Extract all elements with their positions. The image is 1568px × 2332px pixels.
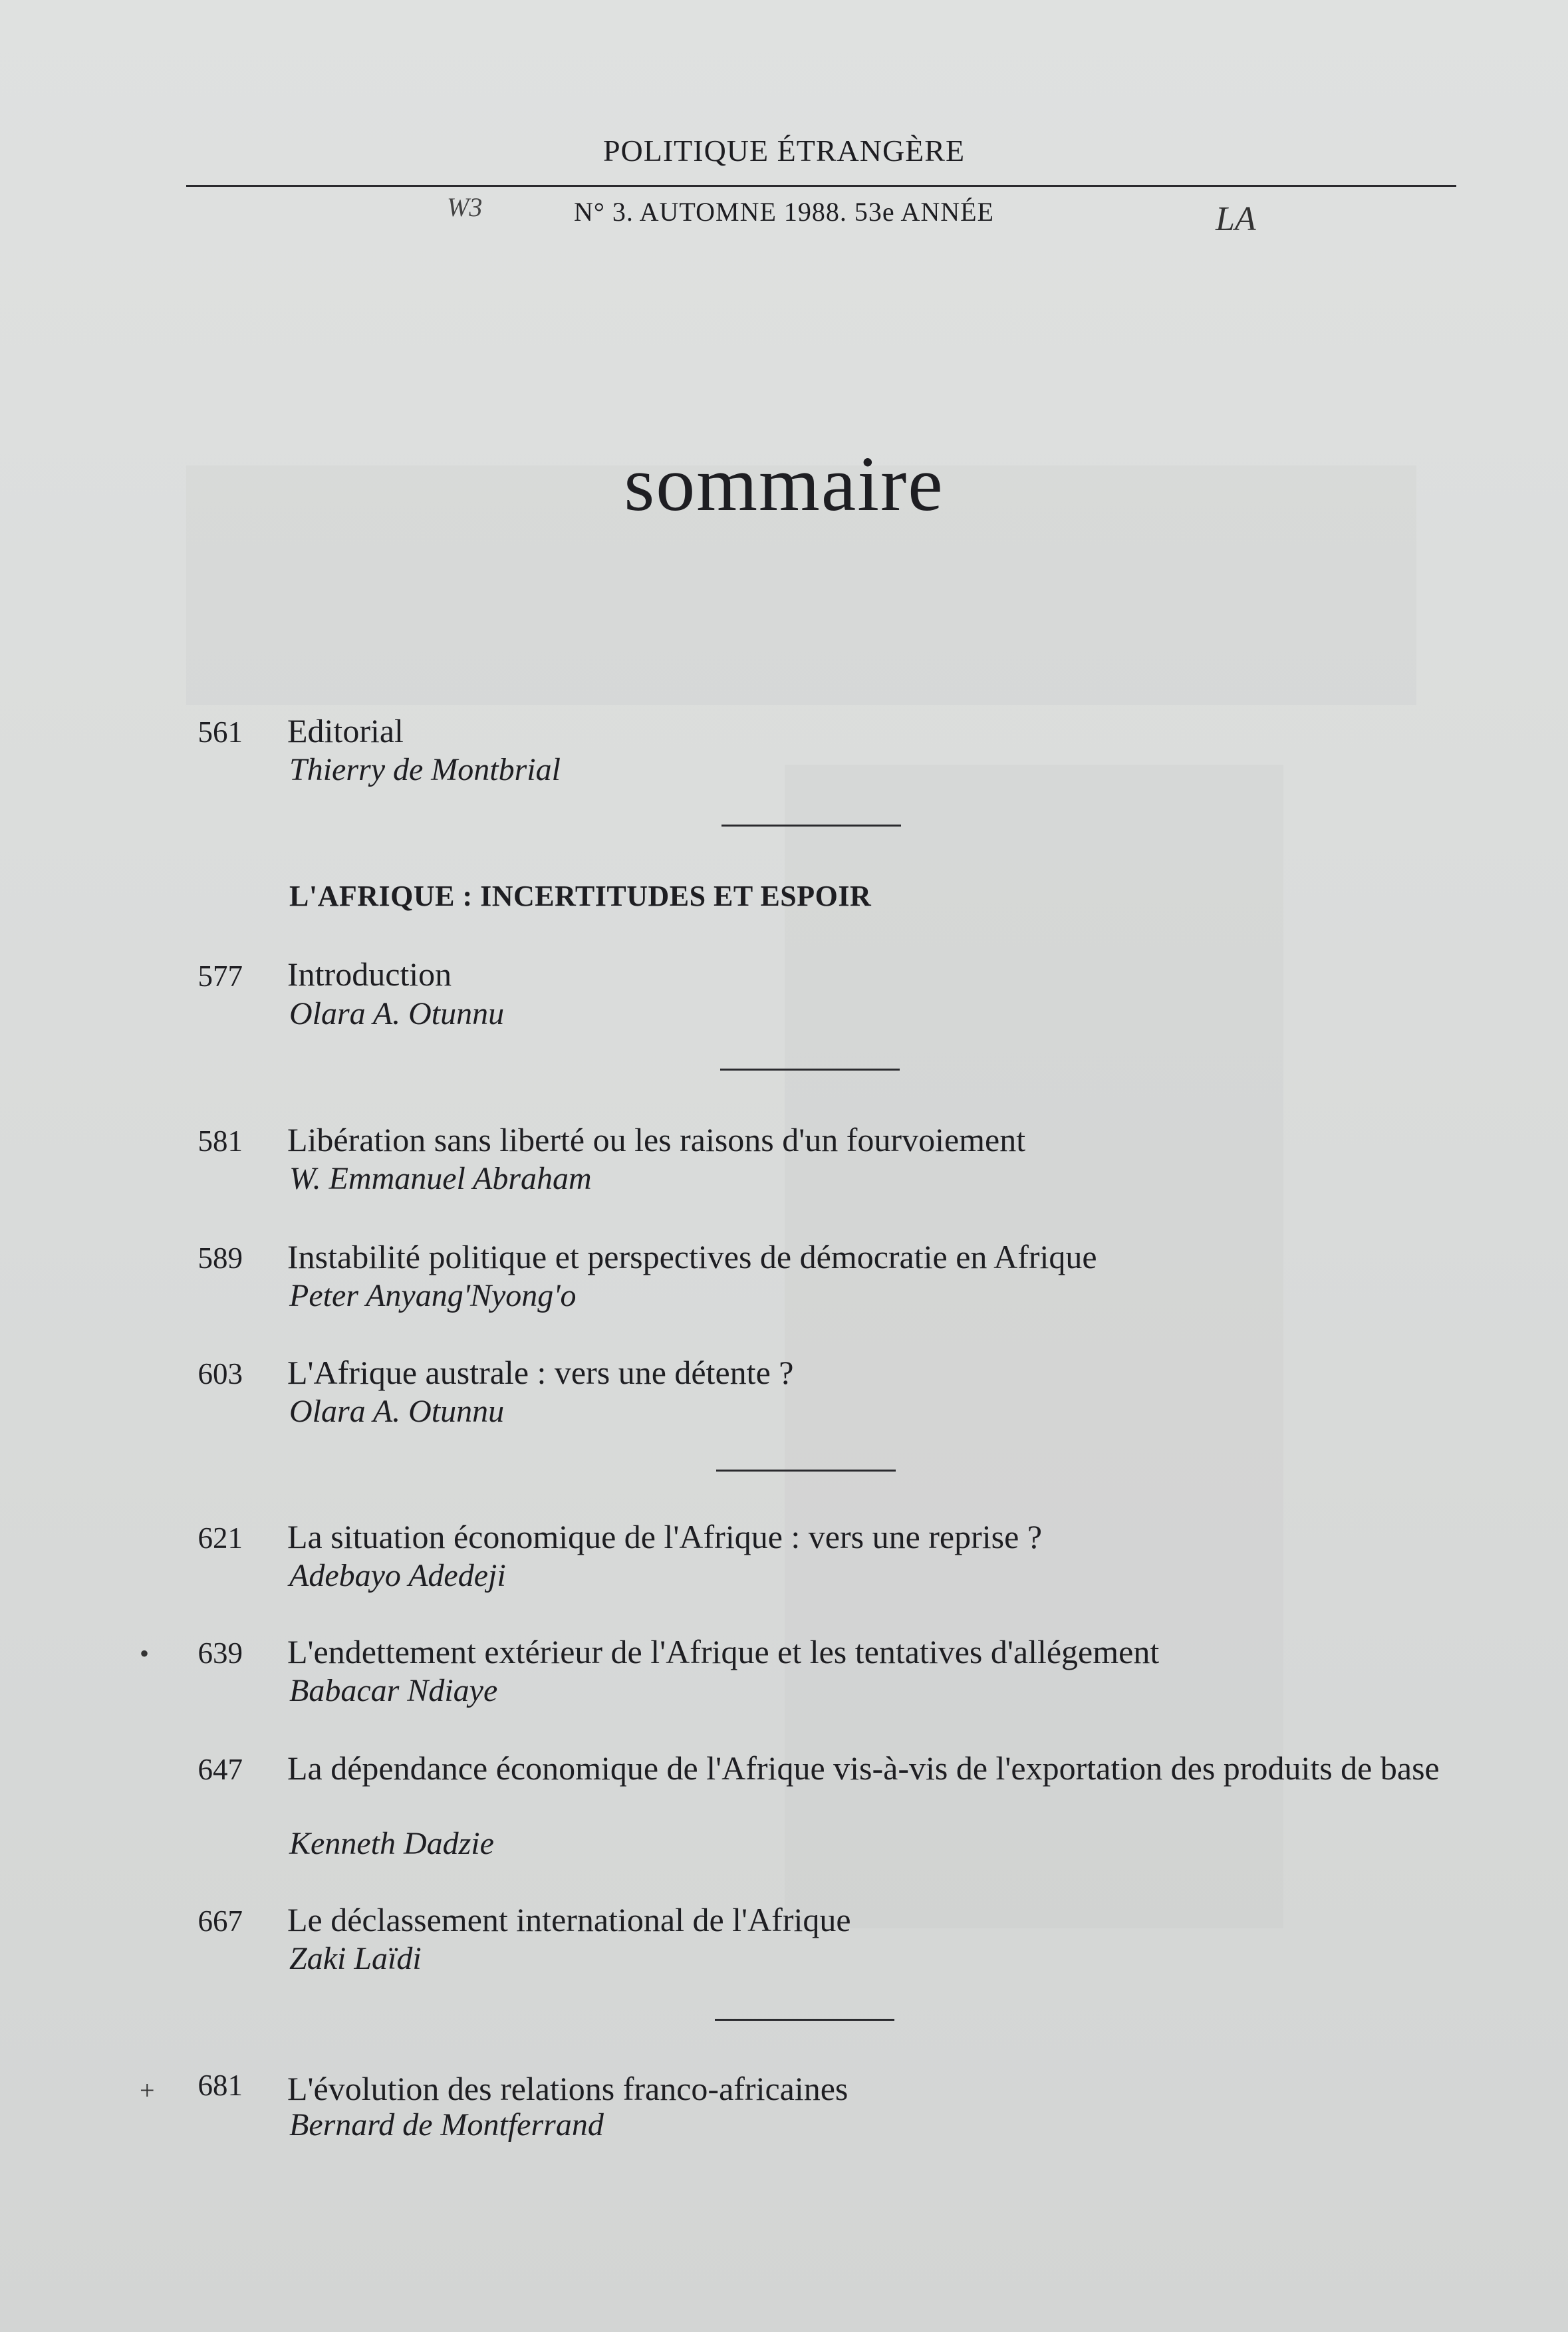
toc-article-title: Libération sans liberté ou les raisons d'un fourvoiement	[287, 1121, 1026, 1158]
handwritten-note-left: W3	[447, 192, 483, 222]
page-title: sommaire	[624, 440, 944, 527]
toc-author: Olara A. Otunnu	[289, 996, 505, 1031]
toc-author: Thierry de Montbrial	[289, 752, 561, 787]
separator-rule	[720, 1069, 900, 1071]
toc-author: Peter Anyang'Nyong'o	[289, 1278, 577, 1313]
toc-article-title: La situation économique de l'Afrique : vers une reprise ?	[287, 1518, 1043, 1555]
toc-page-number: 681	[197, 2069, 243, 2102]
toc-author: W. Emmanuel Abraham	[289, 1161, 592, 1196]
toc-author: Zaki Laïdi	[289, 1941, 422, 1976]
toc-author: Kenneth Dadzie	[289, 1826, 494, 1861]
toc-page-number: 581	[197, 1124, 243, 1158]
toc-page-number: 603	[197, 1357, 243, 1390]
toc-article-title: L'Afrique australe : vers une détente ?	[287, 1354, 794, 1391]
handwritten-note-right: LA	[1216, 200, 1256, 238]
toc-article-title: Editorial	[287, 712, 404, 749]
toc-page-number: 621	[197, 1521, 243, 1555]
header-rule	[186, 185, 1456, 187]
toc-article-title: L'évolution des relations franco-africaines	[287, 2070, 849, 2107]
toc-page-number: 577	[197, 960, 243, 993]
toc-article-title: Le déclassement international de l'Afrique	[287, 1901, 851, 1938]
toc-article-title: Instabilité politique et perspectives de démocratie en Afrique	[287, 1238, 1097, 1275]
toc-author: Bernard de Montferrand	[289, 2107, 604, 2142]
toc-article-title: Introduction	[287, 956, 452, 993]
toc-author: Adebayo Adedeji	[289, 1558, 506, 1593]
toc-page-number: 589	[197, 1241, 243, 1275]
toc-article-title: La dépendance économique de l'Afrique vis-à-vis de l'exportation des produits de base	[287, 1749, 1440, 1787]
toc-page-number: 667	[197, 1904, 243, 1938]
toc-author: Babacar Ndiaye	[289, 1673, 498, 1708]
journal-title: POLITIQUE ÉTRANGÈRE	[602, 134, 966, 168]
separator-rule	[715, 2019, 894, 2021]
separator-rule	[721, 825, 901, 827]
toc-page-number: 561	[197, 715, 243, 749]
issue-line: N° 3. AUTOMNE 1988. 53e ANNÉE	[573, 197, 994, 227]
section-heading: L'AFRIQUE : INCERTITUDES ET ESPOIR	[289, 880, 872, 912]
toc-author: Olara A. Otunnu	[289, 1394, 505, 1429]
toc-page-number: 647	[197, 1753, 243, 1786]
pencil-mark-icon: •	[140, 1638, 150, 1668]
toc-article-title: L'endettement extérieur de l'Afrique et les tentatives d'allégement	[287, 1633, 1160, 1670]
separator-rule	[716, 1470, 896, 1472]
toc-page-number: 639	[197, 1636, 243, 1670]
pencil-mark-icon: +	[140, 2075, 155, 2105]
